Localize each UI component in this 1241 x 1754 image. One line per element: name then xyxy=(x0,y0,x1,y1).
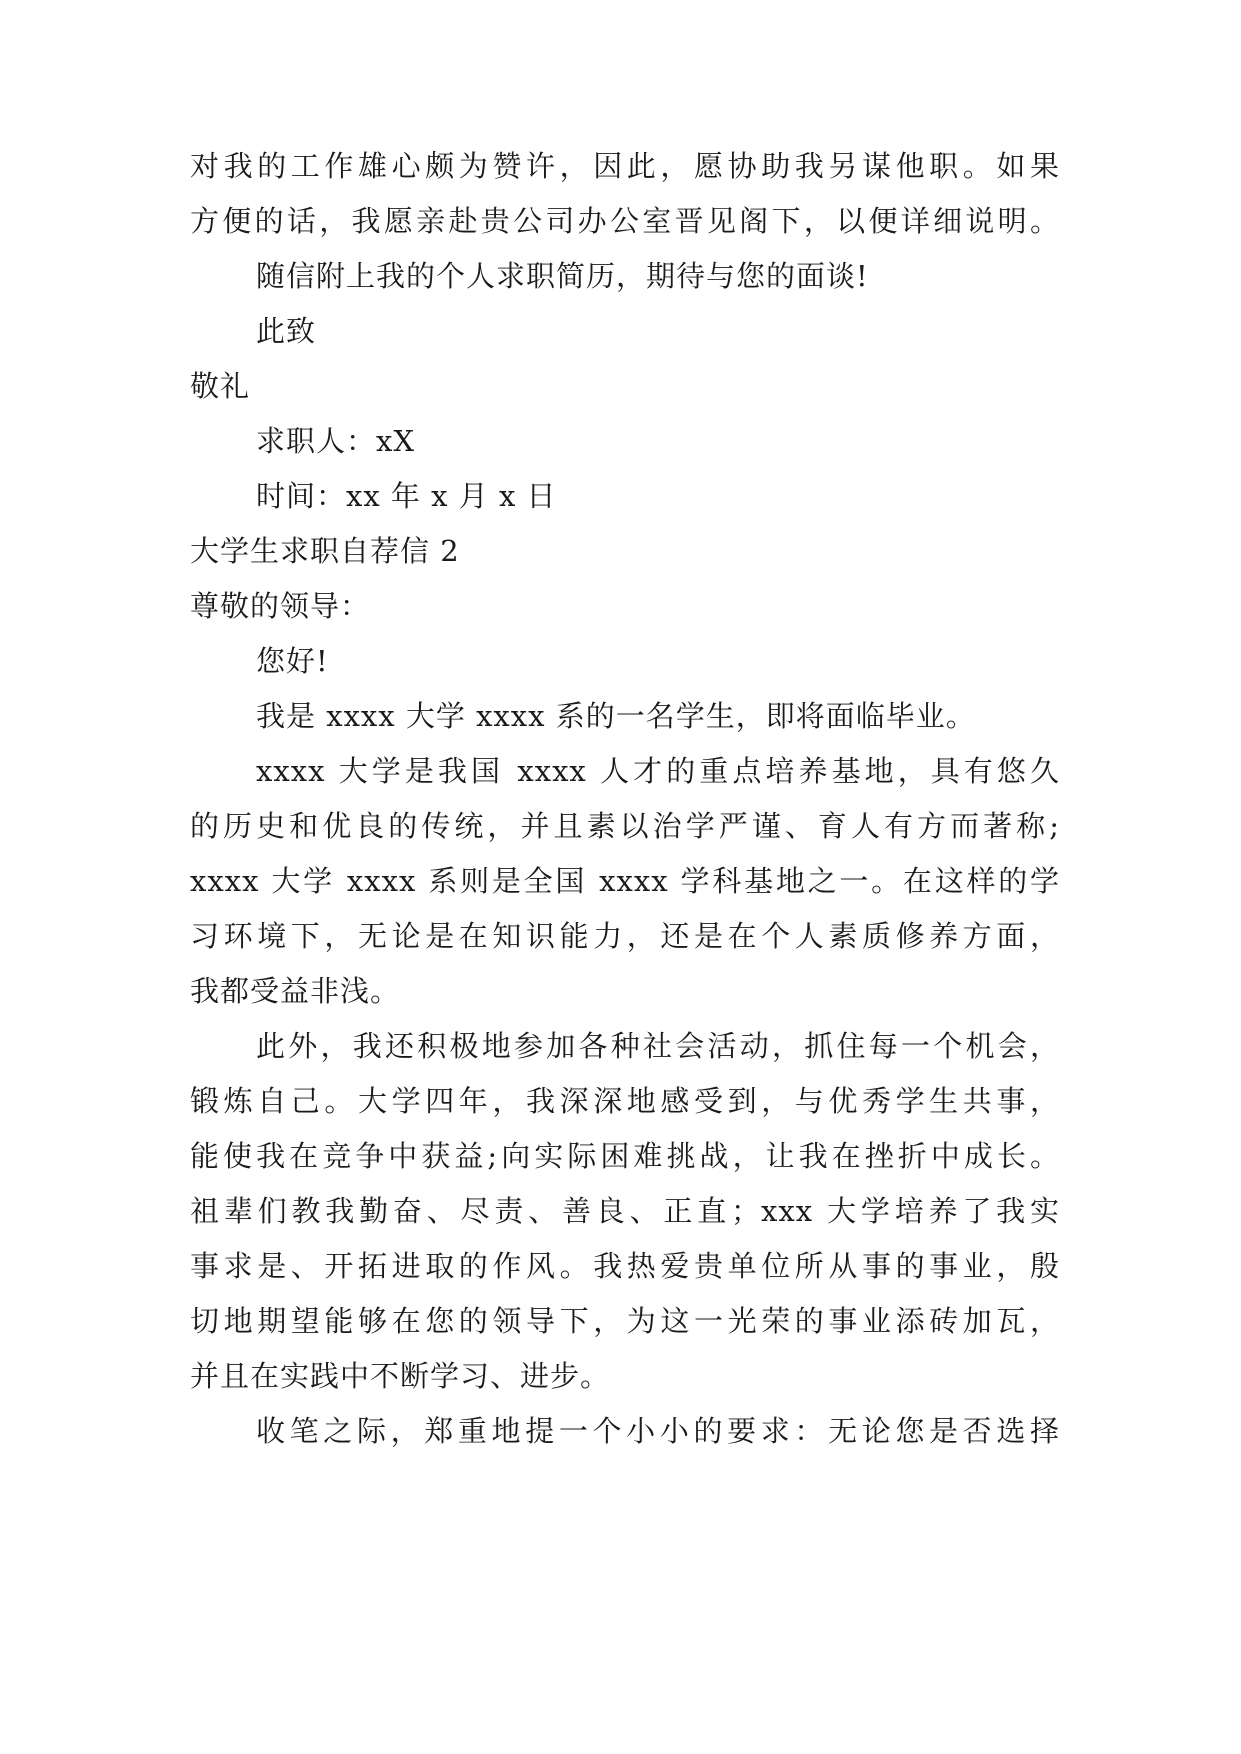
text-line: 事求是、开拓进取的作风。我热爱贵单位所从事的事业，殷 xyxy=(190,1249,1060,1283)
text-line: 求职人：xX xyxy=(256,424,416,458)
greeting: 您好! xyxy=(256,644,329,678)
text-line: 时间：xx 年 x 月 x 日 xyxy=(256,479,557,513)
text-line: 方便的话，我愿亲赴贵公司办公室晋见阁下，以便详细说明。 xyxy=(190,204,1060,238)
text-line: 切地期望能够在您的领导下，为这一光荣的事业添砖加瓦， xyxy=(190,1304,1060,1338)
text-line: 我是 xxxx 大学 xxxx 系的一名学生，即将面临毕业。 xyxy=(256,699,976,733)
text-line: 此外，我还积极地参加各种社会活动，抓住每一个机会， xyxy=(256,1029,1060,1063)
salutation: 尊敬的领导： xyxy=(190,589,371,623)
text-line: 对我的工作雄心颇为赞许，因此，愿协助我另谋他职。如果 xyxy=(190,149,1060,183)
text-line: 能使我在竞争中获益;向实际困难挑战，让我在挫折中成长。 xyxy=(190,1139,1060,1173)
text-line: 随信附上我的个人求职简历，期待与您的面谈! xyxy=(256,259,869,293)
text-line: xxxx 大学是我国 xxxx 人才的重点培养基地，具有悠久 xyxy=(256,754,1060,788)
text-line: 的历史和优良的传统，并且素以治学严谨、育人有方而著称; xyxy=(190,809,1060,843)
text-line: 此致 xyxy=(256,314,317,348)
text-line: xxxx 大学 xxxx 系则是全国 xxxx 学科基地之一。在这样的学 xyxy=(190,864,1060,898)
text-line: 祖辈们教我勤奋、尽责、善良、正直；xxx 大学培养了我实 xyxy=(190,1194,1060,1228)
text-line: 锻炼自己。大学四年，我深深地感受到，与优秀学生共事， xyxy=(190,1084,1060,1118)
text-line: 收笔之际，郑重地提一个小小的要求：无论您是否选择 xyxy=(256,1414,1060,1448)
section-heading: 大学生求职自荐信 2 xyxy=(190,534,460,568)
text-line: 习环境下，无论是在知识能力，还是在个人素质修养方面， xyxy=(190,919,1060,953)
text-line: 我都受益非浅。 xyxy=(190,974,401,1008)
text-line: 敬礼 xyxy=(190,369,251,403)
text-line: 并且在实践中不断学习、进步。 xyxy=(190,1359,611,1393)
